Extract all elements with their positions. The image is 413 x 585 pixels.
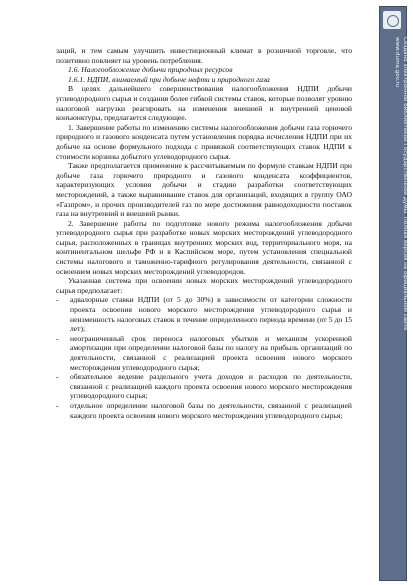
section-heading: 1.6. Налогообложение добычи природных ресурсов xyxy=(68,65,233,75)
paragraph: 1. Завершение работы по изменению системы налогообложения добычи газа горючего природного и газового конденсата путем установления порядка исчисления НДПИ при их добыче на основе формульного подхода с привязкой соответствующих ставок НДПИ к стоимости корзины добытого углеводородного сырья. xyxy=(56,122,352,161)
bullet-marker: - xyxy=(56,372,59,382)
list-item xyxy=(56,334,352,372)
paragraph: В целях дальнейшего совершенствования налогообложения НДПИ добычи углеводородного сырья и создания более гибкой системы ставок, которые позволят уровню налоговой нагрузки реагировать на изменения внешней и внутренней ценовой конъюнктуры, предлагается следующее. xyxy=(56,84,352,123)
bullet-marker: - xyxy=(56,333,59,343)
document-body xyxy=(56,46,352,420)
bullet-marker: - xyxy=(56,400,59,410)
library-logo-icon xyxy=(383,11,401,29)
list-item xyxy=(56,372,352,401)
banner-line-1: Создано электронной библиотекой Государственной Думы. Полная версия на официальном сайте xyxy=(402,37,408,331)
banner-line-2: www.duma.gov.ru xyxy=(394,37,400,88)
list-item-text: обязательное ведение раздельного учета доходов и расходов по деятельности, связанной с реализацией каждого проекта освоения нового морского месторождения углеводородного сырья; xyxy=(70,372,352,401)
bullet-marker: - xyxy=(56,295,59,305)
paragraph-continuation: заций, и тем самым улучшить инвестиционный климат в розничной торговле, что позитивно повлияет на уровень потребления. xyxy=(56,46,352,65)
paragraph: Указанная система при освоении новых морских месторождений углеводородного сырья предполагает: xyxy=(56,276,352,295)
library-watermark-banner xyxy=(379,6,407,581)
list-item xyxy=(56,295,352,333)
banner-text xyxy=(393,37,409,330)
list-item-text: отдельное определение налоговой базы по деятельности, связанной с реализацией каждого проекта освоения нового морского месторождения углеводородного сырья; xyxy=(70,400,352,420)
subsection-heading: 1.6.1. НДПИ, взимаемый при добыче нефти и природного газа xyxy=(68,74,270,84)
paragraph: 2. Завершение работы по подготовке нового режима налогообложения добычи углеводородного сырья при разработке новых морских месторождений углеводородного сырья, расположенных в границах внутренних морских вод, территориального моря, на континентальном шельфе РФ и в Каспийском море, путем установления специальной системы налогового и таможенно-тарифного регулирования деятельности, связанной с освоением новых морских месторождений углеводородов. xyxy=(56,218,352,276)
list-item-text: неограниченный срок переноса налоговых убытков и механизм ускоренной амортизации при определении налоговой базы по налогу на прибыль организаций по деятельности, связанной с реализацией проекта освоения нового морского месторождения углеводородного сырья; xyxy=(70,333,352,372)
list-item-text: адвалорные ставки НДПИ (от 5 до 30%) в зависимости от категории сложности проекта освоения нового морского месторождения углеводородного сырья и неизменность налоговых ставок в течение определенного периода времени (от 5 до 15 лет); xyxy=(70,295,352,334)
list-item xyxy=(56,401,352,420)
paragraph: Также предполагается применение к рассчитываемым по формуле ставкам НДПИ при добыче газа горючего природного и газового конденсата коэффициентов, характеризующих условия добычи и стадию разработки соответствующих месторождений, а также выравнивание ставок для организаций, входящих в группу ОАО «Газпром», и прочих производителей газ по мере достижения равнодоходности поставок газа на внутренний и внешний рынки. xyxy=(56,161,352,219)
